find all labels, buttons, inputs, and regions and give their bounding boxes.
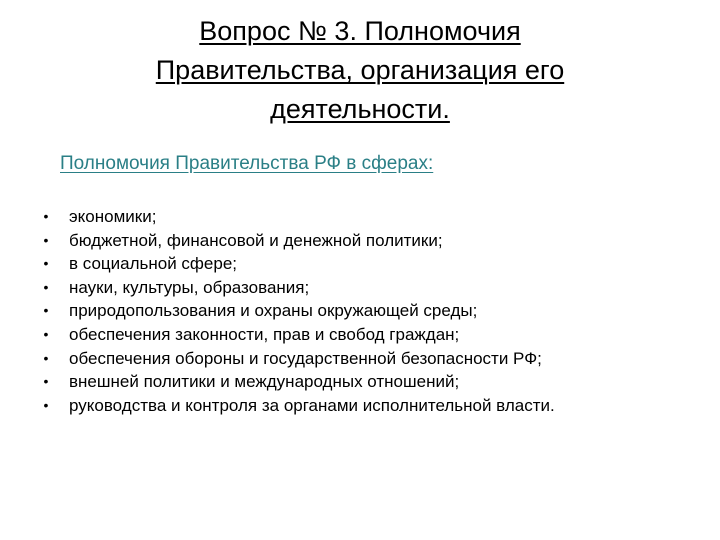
list-item-text: науки, культуры, образования;	[69, 277, 310, 297]
list-item-text: экономики;	[69, 207, 157, 226]
title-line-2: Правительства, организация его	[155, 55, 565, 85]
bullet-icon: •	[43, 349, 49, 366]
list-item	[40, 205, 715, 229]
bullet-icon: •	[43, 231, 49, 248]
list-item-text: природопользования и охраны окружающей среды;	[69, 301, 478, 321]
bullet-icon: •	[43, 396, 49, 413]
bullet-icon: •	[43, 255, 49, 272]
list-item	[40, 276, 715, 300]
list-item	[40, 347, 715, 371]
list-item	[40, 323, 715, 347]
list-item-text: обеспечения законности, прав и свобод граждан;	[69, 324, 460, 344]
section-subtitle: Полномочия Правительства РФ в сферах:	[60, 153, 434, 174]
list-item	[40, 252, 715, 276]
bullet-icon: •	[43, 278, 49, 295]
list-item	[40, 229, 715, 253]
list-item	[40, 394, 715, 418]
bullet-icon: •	[43, 325, 49, 342]
bullet-icon: •	[43, 373, 49, 390]
list-item	[40, 299, 715, 323]
slide-title	[60, 12, 660, 129]
bullet-icon: •	[43, 302, 49, 319]
list-item-text: внешней политики и международных отношений;	[69, 372, 460, 392]
title-line-3: деятельности.	[270, 94, 450, 124]
list-item-text: в социальной сфере;	[69, 254, 237, 274]
powers-list	[40, 205, 715, 417]
list-item-text: бюджетной, финансовой и денежной политики;	[69, 230, 443, 250]
list-item-text: руководства и контроля за органами исполнительной власти.	[69, 395, 555, 415]
bullet-icon: •	[43, 208, 49, 224]
list-item-text: обеспечения обороны и государственной безопасности РФ;	[69, 348, 542, 368]
list-item	[40, 370, 715, 394]
title-line-1: Вопрос № 3. Полномочия	[199, 16, 521, 46]
